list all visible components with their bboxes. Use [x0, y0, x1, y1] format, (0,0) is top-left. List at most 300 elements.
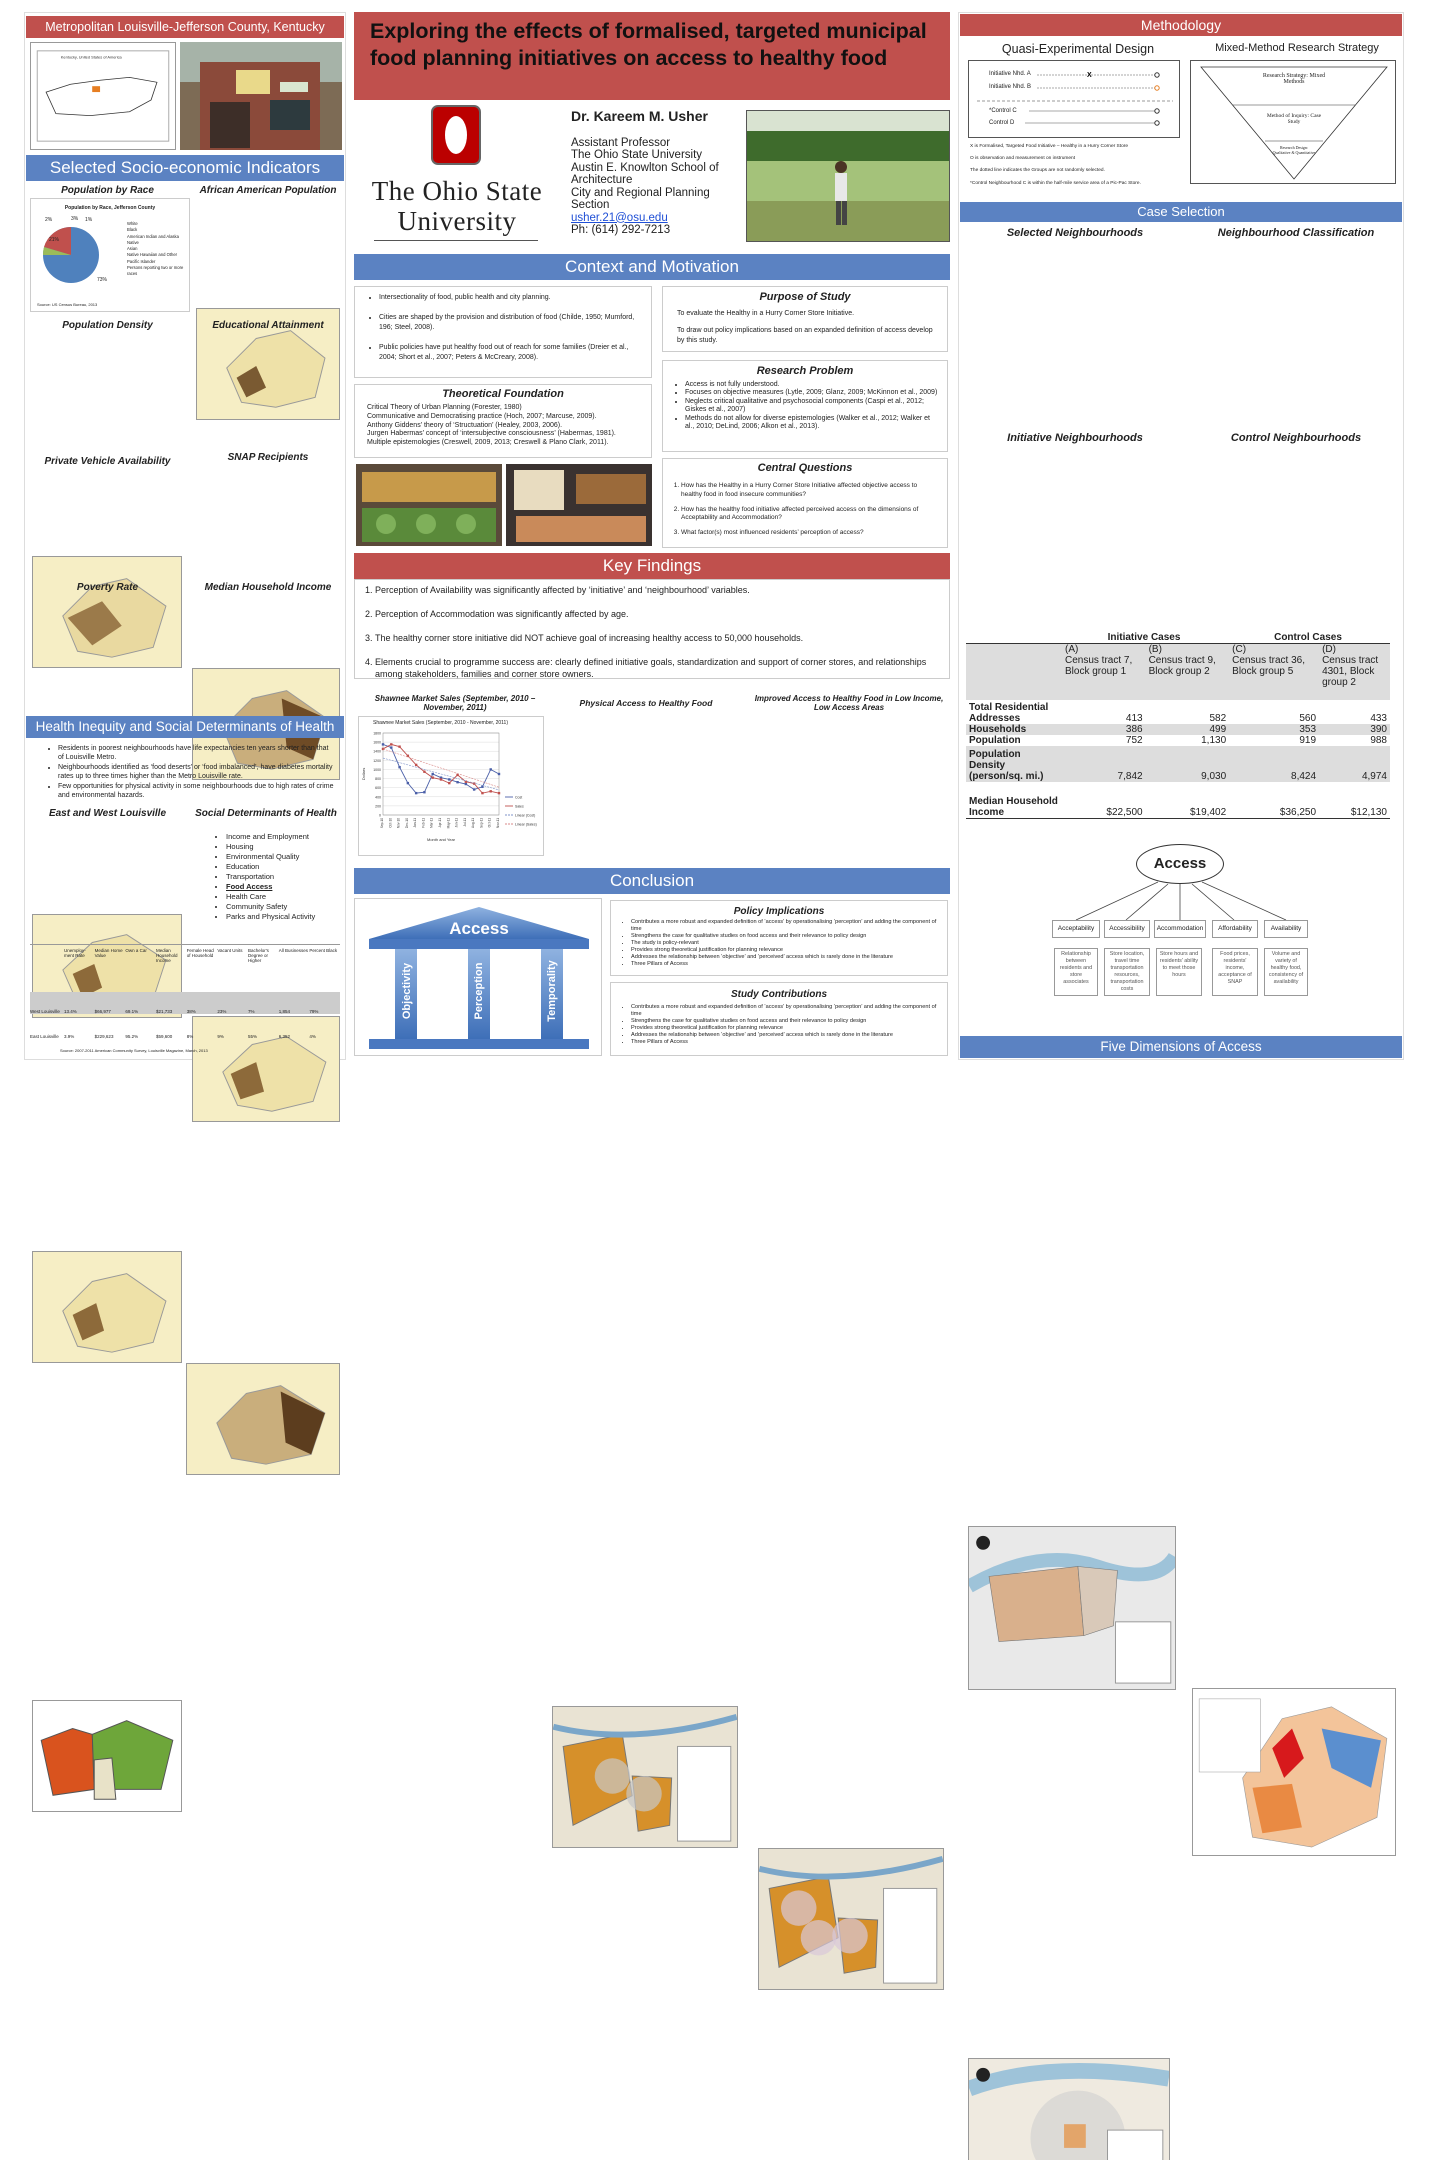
- ew-col-header: Median Household Income: [156, 948, 178, 963]
- key-finding: 4. Elements crucial to programme success are: clearly defined initiative goals, standardization and support of corner stores, and relationships among stakeholders, families and corner store owners.: [375, 656, 937, 680]
- ew-source: Source: 2007-2011 American Community Survey, Louisville Magazine, March, 2013: [60, 1048, 208, 1053]
- physical-title: Physical Access to Healthy Food: [579, 698, 713, 708]
- data-point: [390, 743, 392, 745]
- x-tick-label: Oct-10: [388, 818, 393, 828]
- table-cell: 560: [1299, 713, 1317, 724]
- data-point: [473, 788, 475, 790]
- east-west-map: [32, 1700, 182, 1812]
- aa-title: African American Population: [199, 185, 337, 196]
- cases-table: [966, 632, 1390, 819]
- ew-row-west: [30, 992, 340, 1014]
- x-tick-label: Feb-11: [421, 818, 426, 828]
- ew-cell: 1,854: [278, 1009, 290, 1014]
- funnel-level: Research Strategy: Mixed Methods: [1262, 73, 1326, 85]
- svg-text:X: X: [1087, 72, 1092, 79]
- y-tick-label: 400: [375, 795, 381, 800]
- indicators-header: Selected Socio-economic Indicators: [26, 155, 344, 181]
- income-map: [186, 1363, 340, 1475]
- data-point: [498, 792, 500, 794]
- ew-cell: $66,977: [94, 1009, 111, 1014]
- ew-cell: 9%: [217, 1034, 224, 1039]
- x-tick-label: Jun-11: [454, 818, 459, 828]
- initiative-map: [968, 2058, 1170, 2160]
- purpose-title: Purpose of Study: [759, 291, 851, 303]
- findings-header: Key Findings: [354, 553, 950, 579]
- design-note: X is Formalised, Targeted Food Initiative – Healthy in a Hurry Corner Store: [970, 144, 1129, 149]
- case-col-header: Block group 1: [1065, 666, 1127, 677]
- table-group: Control Cases: [1274, 632, 1342, 643]
- dimension-box: [1264, 920, 1308, 938]
- table-cell: 988: [1370, 735, 1387, 746]
- y-tick-label: 800: [375, 777, 381, 782]
- pillar-roof-label: Access: [449, 919, 509, 938]
- physical-access-map: [552, 1706, 738, 1848]
- x-tick-label: Oct-11: [487, 818, 492, 828]
- row-label: Total Residential Addresses: [969, 702, 1049, 724]
- ew-cell: 7%: [248, 1009, 255, 1014]
- shawnee-market-photo: [180, 42, 342, 150]
- table-cell: 4,974: [1319, 746, 1390, 782]
- pillars-panel: [354, 898, 602, 1056]
- ew-col-header: Unemploy-ment Rate: [64, 948, 86, 958]
- table-cell: 582: [1209, 713, 1227, 724]
- poverty-title: Poverty Rate: [76, 582, 139, 593]
- affiliation-line: Austin E. Knowlton School of: [571, 161, 719, 174]
- conclusion-header: Conclusion: [354, 868, 950, 894]
- case-col-header: (A): [1065, 644, 1079, 655]
- row-label: Households: [966, 724, 1062, 735]
- author-block: [571, 110, 743, 237]
- dimension-desc: Volume and variety of healthy food, consistency of availability: [1264, 948, 1308, 996]
- data-point: [448, 778, 450, 780]
- ew-cell: 79%: [309, 1009, 319, 1014]
- dimension-box: [1154, 920, 1206, 938]
- cases-data-table: [966, 644, 1390, 819]
- university-line: University: [397, 206, 517, 236]
- ew-col-header: Median Home Value: [94, 948, 123, 958]
- produce-photo-1: [356, 464, 502, 546]
- design-note: O is observation and measurement on instrument: [970, 156, 1076, 162]
- five-dimensions-header: Five Dimensions of Access: [960, 1036, 1402, 1058]
- table-cell: 413: [1125, 713, 1143, 724]
- legend-item: Black: [127, 227, 138, 233]
- race-pct-other: 2%: [45, 217, 53, 223]
- design-notes: [970, 144, 1184, 187]
- affiliation-line: The Ohio State University: [571, 149, 703, 161]
- ew-cell: 13.4%: [64, 1009, 77, 1014]
- data-point: [398, 745, 400, 747]
- sdoh-item: • Income and Employment: [226, 832, 315, 842]
- case-col-header: Census tract 9,: [1148, 655, 1216, 666]
- theory-bullet: Anthony Giddens’ theory of ‘Structuation’ (Healey, 2003, 2006).: [367, 421, 563, 429]
- health-bullets: [44, 744, 334, 801]
- author-name: Dr. Kareem M. Usher: [571, 108, 708, 124]
- contrib-bullet: • Addresses the relationship between ‘objective’ and ‘perceived’ access which is rarely done in the literature: [631, 1032, 941, 1039]
- ew-row-east: [30, 1034, 340, 1039]
- ew-col-header: Percent Black: [309, 948, 338, 953]
- dimension-box: [1212, 920, 1258, 938]
- dimension-desc: Store hours and residents' ability to meet those hours: [1156, 948, 1202, 996]
- dimension-desc: Relationship between residents and store associates: [1054, 948, 1098, 996]
- author-garden-photo: [746, 110, 950, 242]
- theory-bullet: Multiple epistemologies (Creswell, 2009, 2013; Creswell & Plano Clark, 2011).: [367, 439, 609, 446]
- x-tick-label: Apr-11: [438, 818, 442, 828]
- health-bullet: • Residents in poorest neighbourhoods have life expectancies ten years shorter than that of Louisville Metro.: [58, 744, 334, 763]
- policy-bullet: • Provides strong theoretical justification for planning relevance: [631, 947, 941, 954]
- case-col-header: group 2: [1322, 677, 1356, 688]
- y-tick-label: 1200: [373, 758, 381, 763]
- table-cell: 1,130: [1201, 735, 1227, 746]
- ew-cell: 38%: [186, 1009, 196, 1014]
- vehicle-title: Private Vehicle Availability: [44, 456, 171, 467]
- pillar-label: Objectivity: [401, 962, 413, 1020]
- x-tick-label: Jan-11: [413, 818, 418, 828]
- theory-bullet: Jurgen Habermas’ concept of ‘intersubjective consciousness’ (Habermas, 1981).: [367, 430, 616, 438]
- ew-col-header: All Businesses: [278, 948, 308, 953]
- case-header: Case Selection: [960, 202, 1402, 222]
- data-point: [465, 783, 467, 785]
- contrib-bullet: • Three Pillars of Access: [631, 1039, 941, 1046]
- table-cell: 499: [1146, 724, 1230, 735]
- problem-title: Research Problem: [756, 365, 854, 377]
- sdoh-item: • Education: [226, 862, 315, 872]
- ew-cell: 69.1%: [125, 1009, 139, 1014]
- case-col-header: Block group 2: [1148, 666, 1210, 677]
- contrib-bullet: • Provides strong theoretical justification for planning relevance: [631, 1025, 941, 1032]
- y-tick-label: 600: [375, 786, 381, 791]
- central-question: 2. How has the healthy food initiative affected perceived access on the dimensions of Acceptability and Accommodation?: [681, 506, 939, 524]
- race-pct-black: 21%: [49, 237, 60, 243]
- x-tick-label: Nov-11: [496, 818, 500, 829]
- affiliation-line: Architecture: [571, 174, 633, 186]
- data-point: [390, 746, 392, 748]
- method-header: Methodology: [960, 14, 1402, 36]
- table-cell: 919: [1299, 735, 1317, 746]
- y-tick-label: 1400: [373, 749, 381, 754]
- legend-item: White: [127, 221, 138, 226]
- dimension-box: [1052, 920, 1100, 938]
- data-point: [415, 764, 417, 766]
- table-cell: 752: [1125, 735, 1143, 746]
- poster-title: Exploring the effects of formalised, targeted municipal food planning initiatives on access to healthy food: [370, 19, 927, 70]
- race-legend: [127, 221, 187, 278]
- central-question: 1. How has the Healthy in a Hurry Corner Store Initiative affected objective access to healthy food in food insecure communities?: [681, 482, 939, 500]
- race-pct-asian: 3%: [71, 216, 79, 222]
- health-bullet: • Neighbourhoods identified as ‘food deserts’ or ‘food imbalanced’, have diabetes mortality rates up to three times higher than the Metro Louisville rate.: [58, 763, 334, 782]
- table-cell: 386: [1062, 724, 1146, 735]
- sales-title: Shawnee Market Sales (September, 2010 – November, 2011): [374, 694, 536, 712]
- poverty-map: [32, 1251, 182, 1363]
- ew-cell: 4%: [309, 1034, 316, 1039]
- table-cell: 7,842: [1062, 746, 1146, 782]
- ew-cell: 6,352: [278, 1034, 290, 1039]
- university-name: [354, 176, 560, 236]
- x-tick-label: May-11: [446, 818, 451, 829]
- key-finding: 2. Perception of Accommodation was significantly affected by age.: [375, 608, 937, 620]
- policy-bullet: • Three Pillars of Access: [631, 961, 941, 968]
- design-row: *Control C: [989, 108, 1017, 114]
- problem-panel: [662, 360, 948, 452]
- purpose-bullet: To evaluate the Healthy in a Hurry Corner Store Initiative.: [677, 310, 855, 317]
- dimension-name: Affordability: [1218, 925, 1252, 932]
- sales-chart: [358, 716, 544, 856]
- edu-title: Educational Attainment: [212, 320, 324, 331]
- sales-chart-title: Shawnee Market Sales (September, 2010 - November, 2011): [373, 720, 508, 726]
- funnel-level: Method of Inquiry: Case Study: [1266, 113, 1322, 125]
- table-cell: 433: [1370, 713, 1387, 724]
- data-point: [490, 790, 492, 792]
- data-point: [456, 781, 458, 783]
- design-note: The dotted line indicates the Groups are not randomly selected.: [970, 168, 1105, 174]
- theory-title: Theoretical Foundation: [442, 388, 564, 400]
- university-line: The Ohio State: [371, 176, 543, 206]
- improved-access-map: [758, 1848, 944, 1990]
- table-cell: $36,250: [1279, 806, 1317, 818]
- title-banner: [354, 12, 950, 100]
- data-point: [481, 786, 483, 788]
- dimension-name: Acceptability: [1057, 925, 1095, 932]
- table-cell: 353: [1229, 724, 1319, 735]
- dimension-name: Accommodation: [1156, 925, 1204, 932]
- legend-label: Sales: [515, 804, 524, 809]
- race-chart-title: Population by Race, Jefferson County: [64, 205, 156, 211]
- context-panel: [354, 286, 652, 378]
- case-col-header: Census tract 7,: [1065, 655, 1133, 666]
- race-title: Population by Race: [61, 185, 154, 196]
- series-line: [383, 758, 499, 790]
- y-tick-label: 1800: [373, 731, 381, 736]
- access-root-node: [1136, 844, 1224, 884]
- access-root-label: Access: [1153, 855, 1207, 872]
- data-point: [407, 782, 409, 784]
- x-tick-label: Aug-11: [471, 818, 476, 829]
- race-pct-white: 73%: [97, 277, 108, 283]
- pillar-label: Temporality: [546, 960, 558, 1022]
- race-pct-pacific: 1%: [85, 217, 93, 223]
- contrib-bullet: • Contributes a more robust and expanded definition of ‘access’ by operationalising ‘perception’ and adding the component of time: [631, 1004, 941, 1018]
- affiliation-line: Assistant Professor: [571, 136, 671, 149]
- y-tick-label: 1600: [373, 740, 381, 745]
- sdoh-list: [212, 832, 315, 922]
- questions-title: Central Questions: [757, 462, 853, 474]
- mixed-title: Mixed-Method Research Strategy: [1215, 42, 1379, 54]
- x-tick-label: Jul-11: [462, 818, 467, 827]
- affiliation-line: Section: [571, 199, 610, 211]
- key-finding: 1. Perception of Availability was significantly affected by ‘initiative’ and ‘neighbourhood’ variables.: [375, 584, 937, 596]
- dimension-name: Accessibility: [1109, 925, 1145, 932]
- y-tick-label: 200: [375, 804, 381, 809]
- ew-col-header: Female Head of Household: [186, 948, 214, 958]
- race-pie-chart: [30, 198, 190, 312]
- data-point: [490, 768, 492, 770]
- ew-cell: 3.9%: [64, 1034, 75, 1039]
- dimension-box: [1104, 920, 1150, 938]
- funnel-level: Research Design: Qualitative & Quantitative: [1272, 145, 1316, 155]
- problem-bullet: • Neglects critical qualitative and psychosocial components (Caspi et al., 2012; Giskes et al., 2007): [685, 398, 939, 415]
- table-group: Initiative Cases: [1107, 632, 1181, 643]
- author-email[interactable]: usher.21@osu.edu: [571, 211, 668, 224]
- design-row: Control D: [989, 120, 1015, 126]
- y-tick-label: 0: [379, 813, 381, 818]
- row-label: Median Household Income: [969, 795, 1058, 818]
- data-point: [423, 771, 425, 773]
- ew-cell: 55%: [248, 1034, 258, 1039]
- legend-item: Persons reporting two or more races: [127, 265, 184, 277]
- ew-cell: $59,600: [156, 1034, 173, 1039]
- problem-bullet: • Methods do not allow for diverse epistemologies (Walker et al., 2012; Walker et al., 2010; DeLind, 2006; Alkon et al., 2013).: [685, 415, 939, 432]
- legend-item: Native Hawaiian and Other Pacific Islander: [127, 252, 178, 264]
- sdoh-item: • Community Safety: [226, 902, 315, 912]
- legend-label: Linear (Cost): [515, 813, 536, 818]
- ctrl-title: Control Neighbourhoods: [1230, 432, 1362, 444]
- legend-item: American Indian and Alaska Native: [127, 233, 179, 245]
- osu-logo: [430, 104, 482, 166]
- sdoh-title: Social Determinants of Health: [195, 808, 337, 819]
- class-title: Neighbourhood Classification: [1217, 227, 1375, 239]
- case-col-header: Census tract: [1322, 655, 1379, 666]
- kentucky-map: [30, 42, 176, 150]
- ew-row-label: West Louisville: [30, 1009, 60, 1014]
- sdoh-item: • Transportation: [226, 872, 315, 882]
- y-axis-label: Dollars: [361, 767, 366, 781]
- underline-bar: [374, 240, 538, 241]
- data-point: [415, 792, 417, 794]
- theory-panel: [354, 384, 652, 458]
- classification-map: [1192, 1688, 1396, 1856]
- table-cell: $19,402: [1190, 806, 1227, 818]
- init-title: Initiative Neighbourhoods: [1007, 432, 1143, 444]
- case-col-header: Census tract 36,: [1232, 655, 1305, 666]
- table-cell: 9,030: [1146, 746, 1230, 782]
- data-point: [448, 782, 450, 784]
- table-cell: $12,130: [1350, 806, 1387, 818]
- row-label: Population Density (person/sq. mi.): [966, 746, 1062, 782]
- design-row: Initiative Nhd. B: [989, 84, 1032, 90]
- health-bullet: • Few opportunities for physical activity in some neighbourhoods due to high rates of crime and environmental hazards.: [58, 782, 334, 801]
- problem-bullet: • Focuses on objective measures (Lytle, 2009; Glanz, 2009; McKinnon et al., 2009): [685, 389, 939, 397]
- contrib-title: Study Contributions: [730, 989, 828, 1000]
- dimension-name: Availability: [1270, 925, 1302, 932]
- income-title: Median Household Income: [204, 582, 332, 593]
- contributions-panel: [610, 982, 948, 1056]
- pillar-label: Perception: [473, 962, 485, 1020]
- health-header: Health Inequity and Social Determinants of Health: [26, 716, 344, 738]
- ew-title: East and West Louisville: [48, 808, 167, 819]
- x-tick-label: Mar-11: [429, 818, 434, 828]
- case-col-header: Block group 5: [1232, 666, 1294, 677]
- purpose-panel: [662, 286, 948, 352]
- case-col-header: (D): [1322, 644, 1336, 655]
- selected-neighbourhoods-map: [968, 1526, 1176, 1690]
- y-tick-label: 1000: [373, 767, 381, 772]
- sales-line-chart: [359, 727, 545, 857]
- x-tick-label: Sep-10: [380, 818, 384, 829]
- data-point: [498, 773, 500, 775]
- questions-panel: [662, 458, 948, 548]
- problem-bullet: • Access is not fully understood.: [685, 381, 939, 389]
- svg-text:Kentucky, United States of Ame: Kentucky, United States of America: [60, 54, 122, 60]
- x-tick-label: Dec-10: [404, 818, 409, 829]
- data-point: [423, 791, 425, 793]
- dimension-desc: Store location, travel time transportation resources, transportation costs: [1104, 948, 1150, 996]
- quasi-design: [968, 60, 1180, 138]
- data-point: [398, 766, 400, 768]
- dimension-desc: Food prices, residents' income, acceptance of SNAP: [1212, 948, 1258, 996]
- data-point: [481, 792, 483, 794]
- funnel-diagram: [1190, 60, 1396, 184]
- ew-cell: 23%: [217, 1009, 227, 1014]
- sel-title: Selected Neighbourhoods: [1006, 227, 1144, 239]
- table-cell: 390: [1319, 724, 1390, 735]
- legend-item: Asian: [127, 246, 138, 252]
- table-cell: $22,500: [1106, 806, 1143, 818]
- case-col-header: 4301, Block: [1322, 666, 1375, 677]
- author-phone: Ph: (614) 292-7213: [571, 224, 671, 236]
- data-point: [432, 776, 434, 778]
- case-col-header: (C): [1232, 644, 1247, 655]
- context-bullet: • Cities are shaped by the provision and distribution of food (Childe, 1950; Mumford, 196; Steel, 2008).: [379, 313, 641, 332]
- snap-title: SNAP Recipients: [227, 452, 309, 463]
- theory-bullet: Communicative and Democratising practice (Hoch, 2007; Marcuse, 2009).: [367, 412, 597, 420]
- design-row: Initiative Nhd. A: [989, 71, 1031, 77]
- policy-bullet: • Addresses the relationship between ‘objective’ and ‘perceived’ access which is rarely done in the literature: [631, 954, 941, 961]
- x-tick-label: Sep-11: [479, 818, 484, 829]
- key-finding: 3. The healthy corner store initiative did NOT achieve goal of increasing healthy access to 50,000 households.: [375, 632, 937, 644]
- sdoh-item: • Environmental Quality: [226, 852, 315, 862]
- context-bullet: • Public policies have put healthy food out of reach for some families (Dreier et al., 2004; Short et al., 2007; Peters & McCreary, 2008).: [379, 343, 641, 362]
- case-col-header: (B): [1148, 644, 1162, 655]
- quasi-title: Quasi-Experimental Design: [1001, 42, 1155, 56]
- produce-photo-2: [506, 464, 652, 546]
- table-cell: 8,424: [1229, 746, 1319, 782]
- ew-cell: 95.2%: [125, 1034, 139, 1039]
- improved-title: Improved Access to Healthy Food in Low Income, Low Access Areas: [754, 694, 944, 712]
- policy-title: Policy Implications: [733, 906, 825, 917]
- context-header: Context and Motivation: [354, 254, 950, 280]
- density-title: Population Density: [62, 320, 153, 331]
- ew-row-label: East Louisville: [30, 1034, 59, 1039]
- ew-col-header: Own a Car: [125, 948, 147, 953]
- policy-bullet: • The study is policy-relevant: [631, 940, 941, 947]
- ew-col-header: Bachelor's Degree or Higher: [248, 948, 269, 963]
- policy-panel: [610, 900, 948, 976]
- findings-panel: [354, 579, 950, 679]
- ew-cell: $21,733: [156, 1009, 173, 1014]
- ew-cell: 8%: [186, 1034, 194, 1039]
- contrib-bullet: • Strengthens the case for qualitative studies on food access and their relevance to policy design: [631, 1018, 941, 1025]
- sdoh-item: • Housing: [226, 842, 315, 852]
- ew-cell: $229,623: [94, 1034, 114, 1039]
- data-point: [382, 743, 384, 745]
- theory-bullet: Critical Theory of Urban Planning (Forester, 1980): [367, 404, 522, 411]
- data-point: [432, 773, 434, 775]
- ew-table: [30, 944, 340, 1056]
- affiliation-line: City and Regional Planning: [571, 186, 710, 199]
- sdoh-item-food-access: • Food Access: [226, 882, 315, 892]
- left-top-header: Metropolitan Louisville-Jefferson County, Kentucky: [26, 16, 344, 38]
- legend-label: Cost: [515, 795, 523, 800]
- purpose-bullet: To draw out policy implications based on an expanded definition of access develop by this study.: [677, 327, 933, 344]
- data-point: [440, 778, 442, 780]
- sdoh-item: • Parks and Physical Activity: [226, 912, 315, 922]
- legend-label: Linear (Sales): [515, 822, 537, 827]
- policy-bullet: • Strengthens the case for qualitative studies on food access and their relevance to policy design: [631, 933, 941, 940]
- density-map: [32, 556, 182, 668]
- ew-col-header: Vacant Units: [217, 948, 243, 953]
- central-question: 3. What factor(s) most influenced residents’ perception of access?: [681, 529, 939, 538]
- x-tick-label: Nov-10: [396, 818, 401, 829]
- context-bullet: • Intersectionality of food, public health and city planning.: [379, 293, 641, 302]
